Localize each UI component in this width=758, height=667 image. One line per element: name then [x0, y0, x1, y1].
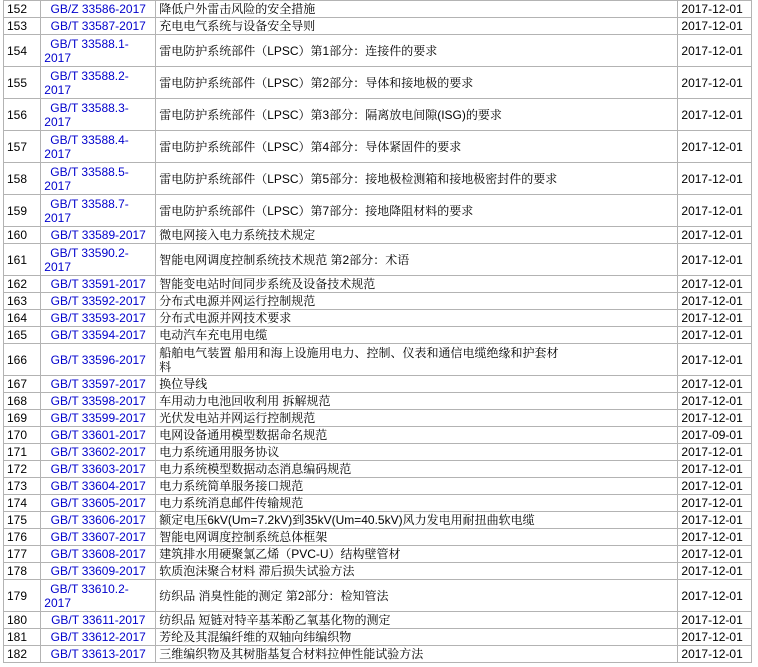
standard-title: 电力系统模型数据动态消息编码规范	[156, 461, 678, 478]
standard-title: 换位导线	[156, 376, 678, 393]
code-line-1: GB/T 33610.2-	[50, 581, 129, 596]
row-number: 179	[4, 580, 41, 612]
table-row	[4, 195, 752, 227]
row-number: 164	[4, 310, 41, 327]
effective-date: 2017-12-01	[678, 478, 752, 495]
row-number: 157	[4, 131, 41, 163]
standard-title: 雷电防护系统部件（LPSC）第2部分：导体和接地极的要求	[156, 67, 678, 99]
row-number: 178	[4, 563, 41, 580]
standard-title: 电网设备通用模型数据命名规范	[156, 427, 678, 444]
table-row	[4, 310, 752, 327]
effective-date: 2017-12-01	[678, 546, 752, 563]
effective-date: 2017-12-01	[678, 35, 752, 67]
standard-title: 电力系统简单服务接口规范	[156, 478, 678, 495]
table-row	[4, 612, 752, 629]
row-number: 168	[4, 393, 41, 410]
table-row	[4, 410, 752, 427]
code-line-2: 2017	[44, 146, 71, 161]
standard-code-link[interactable]: GB/T 33608-2017	[50, 547, 146, 561]
standard-code-link[interactable]	[44, 197, 152, 225]
standard-code-link[interactable]: GB/T 33609-2017	[50, 564, 146, 578]
row-number: 181	[4, 629, 41, 646]
standard-code-link[interactable]: GB/T 33611-2017	[51, 613, 146, 627]
code-line-1: GB/T 33588.4-	[50, 132, 129, 147]
row-number: 165	[4, 327, 41, 344]
table-row	[4, 427, 752, 444]
standard-title: 电力系统通用服务协议	[156, 444, 678, 461]
row-number: 160	[4, 227, 41, 244]
effective-date: 2017-12-01	[678, 163, 752, 195]
row-number: 170	[4, 427, 41, 444]
standard-title: 雷电防护系统部件（LPSC）第4部分：导体紧固件的要求	[156, 131, 678, 163]
row-number: 156	[4, 99, 41, 131]
effective-date: 2017-12-01	[678, 410, 752, 427]
row-number: 163	[4, 293, 41, 310]
code-line-2: 2017	[44, 50, 71, 65]
standards-table	[3, 0, 752, 663]
effective-date: 2017-12-01	[678, 376, 752, 393]
standard-code-link[interactable]: GB/T 33613-2017	[50, 647, 146, 661]
row-number: 173	[4, 478, 41, 495]
effective-date: 2017-12-01	[678, 580, 752, 612]
standard-title: 纺织品 消臭性能的测定 第2部分：检知管法	[156, 580, 678, 612]
title-line-1: 船舶电气装置 船用和海上设施用电力、控制、仪表和通信电缆绝缘和护套材	[159, 345, 559, 360]
code-line-1: GB/T 33588.2-	[50, 68, 129, 83]
table-row	[4, 18, 752, 35]
standard-code-link[interactable]: GB/T 33594-2017	[50, 328, 146, 342]
standards-table-body	[4, 1, 752, 663]
standard-title: 光伏发电站并网运行控制规范	[156, 410, 678, 427]
table-row	[4, 546, 752, 563]
standard-code-link[interactable]: GB/T 33596-2017	[50, 352, 146, 367]
effective-date: 2017-12-01	[678, 563, 752, 580]
row-number: 171	[4, 444, 41, 461]
table-row	[4, 563, 752, 580]
table-row	[4, 35, 752, 67]
code-line-1: GB/T 33588.3-	[50, 100, 129, 115]
standard-title: 智能变电站时间同步系统及设备技术规范	[156, 276, 678, 293]
table-row	[4, 478, 752, 495]
standard-code-link[interactable]: GB/T 33598-2017	[50, 394, 146, 408]
standard-code-link[interactable]: GB/T 33607-2017	[50, 530, 146, 544]
code-line-2: 2017	[44, 595, 71, 610]
standard-title: 分布式电源并网运行控制规范	[156, 293, 678, 310]
code-line-2: 2017	[44, 178, 71, 193]
row-number: 158	[4, 163, 41, 195]
effective-date: 2017-12-01	[678, 393, 752, 410]
table-row	[4, 293, 752, 310]
row-number: 172	[4, 461, 41, 478]
standard-title: 智能电网调度控制系统技术规范 第2部分：术语	[156, 244, 678, 276]
standard-code-link[interactable]: GB/Z 33586-2017	[50, 2, 146, 16]
table-row	[4, 327, 752, 344]
effective-date: 2017-12-01	[678, 244, 752, 276]
standard-title: 电动汽车充电用电缆	[156, 327, 678, 344]
standard-code-link[interactable]: GB/T 33592-2017	[50, 294, 146, 308]
row-number: 161	[4, 244, 41, 276]
effective-date: 2017-12-01	[678, 18, 752, 35]
standard-title: 雷电防护系统部件（LPSC）第3部分：隔离放电间隙(ISG)的要求	[156, 99, 678, 131]
table-row	[4, 227, 752, 244]
effective-date: 2017-12-01	[678, 276, 752, 293]
table-row	[4, 580, 752, 612]
row-number: 162	[4, 276, 41, 293]
row-number: 154	[4, 35, 41, 67]
standard-code-link[interactable]: GB/T 33605-2017	[50, 496, 146, 510]
effective-date: 2017-12-01	[678, 67, 752, 99]
table-row	[4, 99, 752, 131]
row-number: 169	[4, 410, 41, 427]
row-number: 153	[4, 18, 41, 35]
table-row	[4, 1, 752, 18]
table-row	[4, 344, 752, 376]
standard-title: 降低户外雷击风险的安全措施	[156, 1, 678, 18]
table-row	[4, 67, 752, 99]
standard-code-link[interactable]: GB/T 33597-2017	[50, 377, 146, 391]
row-number: 155	[4, 67, 41, 99]
row-number: 166	[4, 344, 41, 376]
standard-code-link[interactable]: GB/T 33587-2017	[50, 19, 146, 33]
code-line-1: GB/T 33590.2-	[50, 245, 129, 260]
code-line-2: 2017	[44, 210, 71, 225]
effective-date: 2017-12-01	[678, 529, 752, 546]
effective-date: 2017-12-01	[678, 131, 752, 163]
standard-code-link[interactable]: GB/T 33599-2017	[50, 411, 146, 425]
standard-code-link[interactable]	[44, 582, 152, 610]
standard-title: 电力系统消息邮件传输规范	[156, 495, 678, 512]
standard-code-link[interactable]	[44, 101, 152, 129]
standard-title: 额定电压6kV(Um=7.2kV)到35kV(Um=40.5kV)风力发电用耐扭曲软电缆	[156, 512, 678, 529]
effective-date: 2017-12-01	[678, 344, 752, 376]
standard-code-link[interactable]: GB/T 33593-2017	[50, 311, 146, 325]
table-row	[4, 461, 752, 478]
row-number: 177	[4, 546, 41, 563]
standard-title	[159, 346, 674, 374]
effective-date: 2017-12-01	[678, 1, 752, 18]
effective-date: 2017-12-01	[678, 612, 752, 629]
standard-title: 车用动力电池回收利用 拆解规范	[156, 393, 678, 410]
code-line-2: 2017	[44, 114, 71, 129]
table-row	[4, 393, 752, 410]
standard-code-link[interactable]	[44, 133, 152, 161]
row-number: 182	[4, 646, 41, 663]
code-line-1: GB/T 33588.5-	[50, 164, 129, 179]
effective-date: 2017-09-01	[678, 427, 752, 444]
effective-date: 2017-12-01	[678, 629, 752, 646]
effective-date: 2017-12-01	[678, 195, 752, 227]
standard-title: 智能电网调度控制系统总体框架	[156, 529, 678, 546]
row-number: 152	[4, 1, 41, 18]
table-row	[4, 495, 752, 512]
effective-date: 2017-12-01	[678, 495, 752, 512]
standard-title: 微电网接入电力系统技术规定	[156, 227, 678, 244]
code-line-1: GB/T 33588.7-	[50, 196, 129, 211]
standard-code-link[interactable]	[44, 246, 152, 274]
standard-code-link[interactable]: GB/T 33612-2017	[50, 630, 146, 644]
standard-title: 雷电防护系统部件（LPSC）第1部分：连接件的要求	[156, 35, 678, 67]
standard-code-link[interactable]: GB/T 33602-2017	[50, 445, 146, 459]
standard-code-link[interactable]: GB/T 33591-2017	[50, 277, 146, 291]
table-row	[4, 244, 752, 276]
effective-date: 2017-12-01	[678, 227, 752, 244]
standard-title: 纺织品 短链对特辛基苯酚乙氧基化物的测定	[156, 612, 678, 629]
effective-date: 2017-12-01	[678, 99, 752, 131]
title-line-2: 料	[159, 359, 172, 374]
table-row	[4, 646, 752, 663]
standard-title: 软质泡沫聚合材料 滞后损失试验方法	[156, 563, 678, 580]
table-row	[4, 163, 752, 195]
row-number: 159	[4, 195, 41, 227]
effective-date: 2017-12-01	[678, 310, 752, 327]
code-line-1: GB/T 33588.1-	[50, 36, 129, 51]
row-number: 167	[4, 376, 41, 393]
effective-date: 2017-12-01	[678, 461, 752, 478]
standard-code-link[interactable]	[44, 37, 152, 65]
standard-code-link[interactable]	[44, 165, 152, 193]
effective-date: 2017-12-01	[678, 444, 752, 461]
standard-code-link[interactable]: GB/T 33601-2017	[50, 428, 146, 442]
row-number: 180	[4, 612, 41, 629]
table-row	[4, 512, 752, 529]
standard-code-link[interactable]: GB/T 33589-2017	[50, 228, 146, 242]
row-number: 176	[4, 529, 41, 546]
code-line-2: 2017	[44, 82, 71, 97]
effective-date: 2017-12-01	[678, 327, 752, 344]
effective-date: 2017-12-01	[678, 512, 752, 529]
standard-code-link[interactable]: GB/T 33603-2017	[50, 462, 146, 476]
table-row	[4, 376, 752, 393]
standard-title: 三维编织物及其树脂基复合材料拉伸性能试验方法	[156, 646, 678, 663]
standard-title: 分布式电源并网技术要求	[156, 310, 678, 327]
table-row	[4, 529, 752, 546]
row-number: 175	[4, 512, 41, 529]
standard-title: 建筑排水用硬聚氯乙烯（PVC-U）结构壁管材	[156, 546, 678, 563]
table-row	[4, 629, 752, 646]
row-number: 174	[4, 495, 41, 512]
effective-date: 2017-12-01	[678, 646, 752, 663]
table-row	[4, 276, 752, 293]
code-line-2: 2017	[44, 259, 71, 274]
effective-date: 2017-12-01	[678, 293, 752, 310]
standard-title: 充电电气系统与设备安全导则	[156, 18, 678, 35]
standard-code-link[interactable]: GB/T 33604-2017	[50, 479, 146, 493]
standard-code-link[interactable]: GB/T 33606-2017	[50, 513, 146, 527]
standard-title: 芳纶及其混编纤维的双轴向纬编织物	[156, 629, 678, 646]
table-row	[4, 131, 752, 163]
standard-code-link[interactable]	[44, 69, 152, 97]
standard-title: 雷电防护系统部件（LPSC）第5部分：接地极检测箱和接地极密封件的要求	[156, 163, 678, 195]
table-row	[4, 444, 752, 461]
standard-title: 雷电防护系统部件（LPSC）第7部分：接地降阻材料的要求	[156, 195, 678, 227]
